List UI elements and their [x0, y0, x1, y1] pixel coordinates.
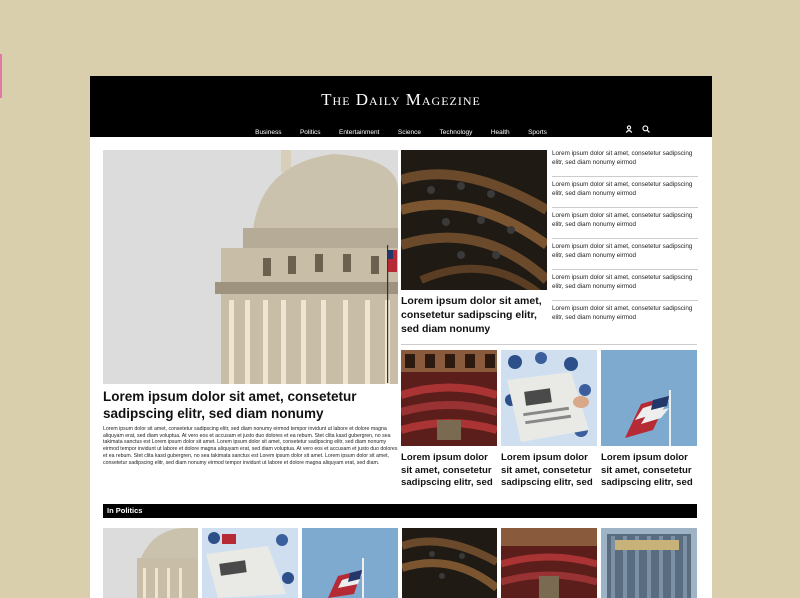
thumb-flag[interactable]	[302, 528, 398, 598]
thumb-capitol[interactable]	[103, 528, 198, 598]
magazine-page	[90, 76, 712, 598]
user-icon[interactable]	[625, 125, 633, 133]
card-headline[interactable]: Lorem ipsum dolor sit amet, consetetur sadipscing elitr, sed	[601, 452, 693, 488]
flag-image[interactable]	[601, 350, 697, 446]
lead-image[interactable]	[103, 150, 398, 384]
parliament-image[interactable]	[401, 350, 497, 446]
thumb-chamber[interactable]	[402, 528, 497, 598]
thumb-parliament[interactable]	[501, 528, 597, 598]
nav-entertainment[interactable]: Entertainment	[338, 129, 380, 136]
list-item[interactable]: Lorem ipsum dolor sit amet, consetetur sadipscing elitr, sed diam nonumy eirmod	[552, 180, 698, 208]
card-headline[interactable]: Lorem ipsum dolor sit amet, consetetur sadipscing elitr, sed	[401, 452, 493, 488]
side-headline-list	[552, 149, 698, 335]
search-icon[interactable]	[642, 125, 650, 133]
edge-mark	[0, 54, 2, 98]
card-headline[interactable]: Lorem ipsum dolor sit amet, consetetur sadipscing elitr, sed	[501, 452, 593, 488]
content	[90, 137, 712, 598]
list-item[interactable]: Lorem ipsum dolor sit amet, consetetur sadipscing elitr, sed diam nonumy eirmod	[552, 149, 698, 177]
nav-health[interactable]: Health	[490, 129, 510, 136]
header-icons	[620, 120, 650, 138]
list-item[interactable]: Lorem ipsum dolor sit amet, consetetur sadipscing elitr, sed diam nonumy eirmod	[552, 273, 698, 301]
nav-sports[interactable]: Sports	[528, 129, 547, 136]
lead-body: Lorem ipsum dolor sit amet, consetetur sadipscing elitr, sed diam nonumy eirmod tempor invidunt ut labore et dolore magna aliquyam erat, sed diam voluptua. At vero eos et accusam et justo duo dolores et ea rebum. Stet clita kasd gubergren, no sea takimata sanctus est Lorem ipsum dolor sit amet. Lorem ipsum dolor sit amet, consetetur sadipscing elitr, sed diam nonumy eirmod tempor invidunt ut labore et dolore magna aliquyam erat, sed diam voluptua. At vero eos et accusam et justo duo dolores et ea rebum. Stet clita kasd gubergren, no sea takimata sanctus est Lorem ipsum dolor sit amet. Lorem ipsum dolor sit amet, consetetur sadipscing elitr, sed diam nonumy eirmod tempor invidunt ut labore et dolore magna aliquyam erat, sed diam.	[103, 426, 398, 466]
masthead	[90, 76, 712, 137]
section-header-politics[interactable]: In Politics	[103, 504, 697, 518]
thumb-tower[interactable]	[601, 528, 697, 598]
nav-business[interactable]: Business	[255, 129, 282, 136]
list-item[interactable]: Lorem ipsum dolor sit amet, consetetur sadipscing elitr, sed diam nonumy eirmod	[552, 305, 693, 321]
thumb-newspaper[interactable]	[202, 528, 298, 598]
nav-science[interactable]: Science	[397, 129, 422, 136]
nav-technology[interactable]: Technology	[439, 129, 473, 136]
newspaper-image[interactable]	[501, 350, 597, 446]
site-title[interactable]: The Daily Magezine	[321, 90, 481, 109]
list-item[interactable]: Lorem ipsum dolor sit amet, consetetur sadipscing elitr, sed diam nonumy eirmod	[552, 211, 698, 239]
secondary-headline[interactable]: Lorem ipsum dolor sit amet, consetetur sadipscing elitr, sed diam nonumy	[401, 295, 542, 335]
nav-politics[interactable]: Politics	[299, 129, 321, 136]
lead-headline[interactable]: Lorem ipsum dolor sit amet, consetetur sadipscing elitr, sed diam nonumy	[103, 389, 357, 421]
chamber-image[interactable]	[401, 150, 547, 290]
list-item[interactable]: Lorem ipsum dolor sit amet, consetetur sadipscing elitr, sed diam nonumy eirmod	[552, 242, 698, 270]
divider	[401, 344, 697, 345]
